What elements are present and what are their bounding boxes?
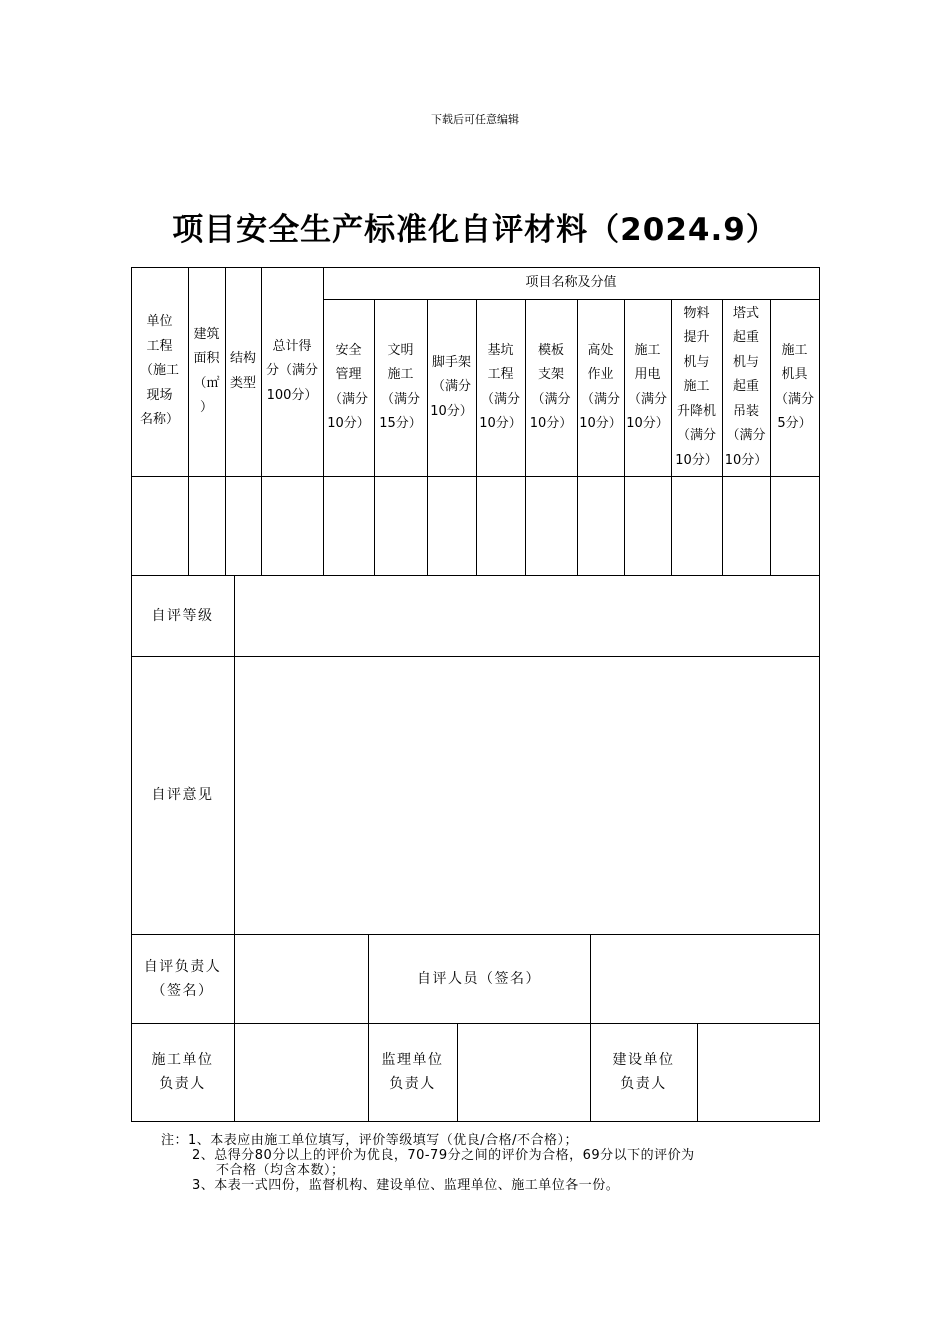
sign-column-rule [457,1023,458,1121]
item-header-cell-9-label: 塔式 起重 机与 起重 吊装 （满分 10分） [724,305,768,468]
sign-column-rule [697,1023,698,1121]
opinion-label-cell-label: 自评意见 [151,787,214,803]
owner-label-cell-label: 建设单位 负责人 [612,1052,675,1092]
group-header-cell-label: 项目名称及分值 [525,274,617,290]
unit-header-cell [131,267,188,476]
item-header-cell-4 [476,299,525,476]
item-header-cell-6 [577,299,624,476]
supervisor-label-cell [368,1023,457,1121]
item-header-cell-5-label: 模板 支架 （满分 10分） [529,342,573,431]
item-header-cell-5 [525,299,577,476]
area-header-cell-label: 建筑 面积 （㎡ ） [193,326,220,415]
responsible-label-cell-label: 自评负责人 （签名） [143,958,222,999]
unit-header-cell-label: 单位 工程 （施工 现场 名称） [139,314,179,428]
table-border-right [819,267,820,1121]
structure-header-cell [225,267,261,476]
area-header-cell [188,267,225,476]
item-header-cell-3-label: 脚手架 （满分 10分） [430,354,473,419]
note-line-1: 注：1、本表应由施工单位填写，评价等级填写（优良/合格/不合格）； [161,1133,579,1148]
item-header-cell-10 [770,299,819,476]
item-header-cell-6-label: 高处 作业 （满分 10分） [579,342,622,431]
group-header-cell [323,267,819,299]
personnel-label-cell-label: 自评人员（签名） [417,970,541,987]
owner-label-cell [590,1023,697,1121]
item-header-cell-9 [722,299,770,476]
grade-label-cell [131,575,234,656]
total-header-cell-label: 总计得 分（满分 100分） [265,338,318,403]
document-title: 项目安全生产标准化自评材料（2024.9） [172,212,778,248]
note-line-3: 3、本表一式四份，监督机构、建设单位、监理单位、施工单位各一份。 [192,1178,620,1193]
table-border-bottom [131,1121,820,1122]
contractor-label-cell-label: 施工单位 负责人 [151,1052,214,1092]
personnel-label-cell [368,934,590,1023]
label-column-rule [234,575,235,1121]
item-header-cell-1-label: 安全 管理 （满分 10分） [327,342,370,431]
note-line-2-cont: 不合格（均含本数）； [216,1163,345,1178]
supervisor-label-cell-label: 监理单位 负责人 [381,1052,444,1092]
item-header-cell-2 [374,299,427,476]
responsible-label-cell [131,934,234,1023]
item-header-cell-2-label: 文明 施工 （满分 15分） [379,342,422,431]
item-header-cell-8 [671,299,722,476]
header-note: 下载后可任意编辑 [431,113,519,126]
item-header-cell-10-label: 施工 机具 （满分 5分） [774,342,814,431]
note-line-2: 2、总得分80分以上的评价为优良，70-79分之间的评价为合格，69分以下的评价为 [192,1148,695,1163]
opinion-label-cell [131,656,234,934]
item-header-cell-4-label: 基坑 工程 （满分 10分） [479,342,522,431]
item-header-cell-7 [624,299,671,476]
item-header-cell-3 [427,299,476,476]
item-header-cell-1 [323,299,374,476]
notes [161,1133,841,1193]
total-header-cell [261,267,323,476]
item-header-cell-7-label: 施工 用电 （满分 10分） [626,342,669,431]
contractor-label-cell [131,1023,234,1121]
header-bottom-rule [131,476,819,477]
item-header-cell-8-label: 物料 提升 机与 施工 升降机 （满分 10分） [675,305,718,468]
structure-header-cell-label: 结构 类型 [229,351,256,391]
grade-label-cell-label: 自评等级 [151,607,214,624]
